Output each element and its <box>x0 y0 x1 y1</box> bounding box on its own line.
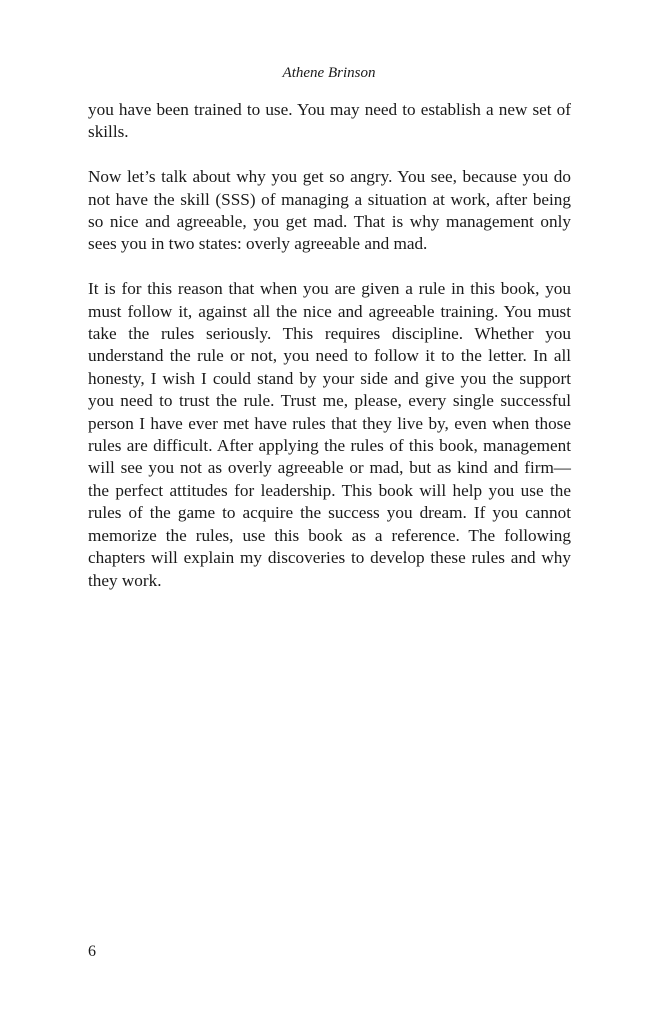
paragraph: Now let’s talk about why you get so angry. You see, because you do not have the skill (SSS) of managing a situation at work, after being so nice and agreeable, you get mad. That is why management only sees you in two states: overly agreeable and mad. <box>88 167 571 254</box>
page-number: 6 <box>88 943 96 960</box>
body-text <box>88 99 571 614</box>
paragraph: It is for this reason that when you are given a rule in this book, you must follow it, against all the nice and agreeable training. You must take the rules seriously. This requires discipline. Whether you understand the rule or not, you need to follow it to the letter. In all honesty, I wish I could stand by your side and give you the support you need to trust the rule. Trust me, please, every single successful person I have ever met have rules that they live by, even when those rules are difficult. After applying the rules of this book, management will see you not as overly agreeable or mad, but as kind and firm—the perfect attitudes for leadership. This book will help you use the rules of the game to acquire the success you dream. If you cannot memorize the rules, use this book as a reference. The following chapters will explain my discoveries to develop these rules and why they work. <box>88 279 571 590</box>
running-header: Athene Brinson <box>282 65 376 81</box>
paragraph: you have been trained to use. You may need to establish a new set of skills. <box>88 100 571 142</box>
